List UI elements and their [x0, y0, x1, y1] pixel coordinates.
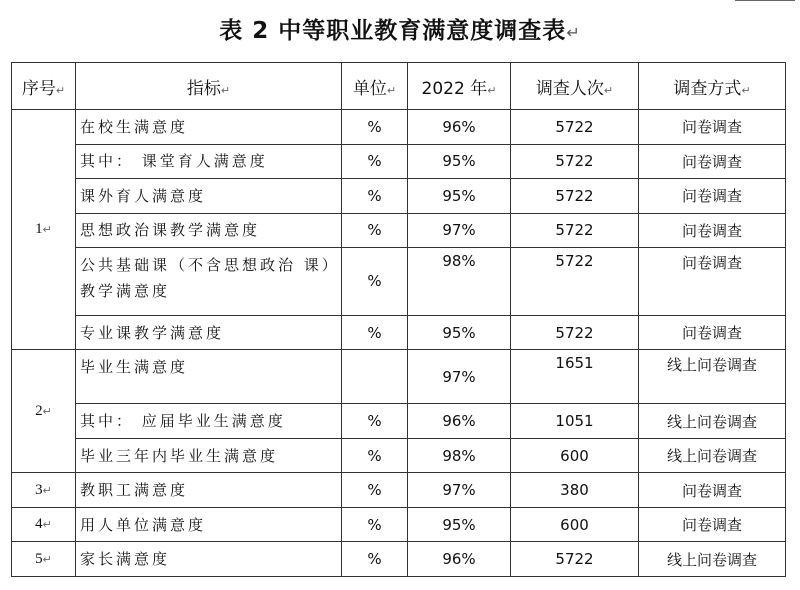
count-cell: 380: [511, 473, 639, 508]
indicator-cell: 毕业三年内毕业生满意度: [76, 438, 342, 473]
unit-cell: [342, 350, 408, 404]
method-cell: 线上问卷调查: [639, 438, 786, 473]
method-cell: 问卷调查: [639, 213, 786, 248]
method-cell: 线上问卷调查: [639, 542, 786, 577]
unit-cell: %: [342, 542, 408, 577]
header-year: 2022 年↵: [408, 63, 511, 110]
indicator-cell: 公共基础课（不含思想政治 课）教学满意度: [76, 248, 342, 316]
table-row: [12, 179, 786, 214]
header-method: 调查方式↵: [639, 63, 786, 110]
unit-cell: %: [342, 438, 408, 473]
indicator-cell: 思想政治课教学满意度: [76, 213, 342, 248]
indicator-cell: 教职工满意度: [76, 473, 342, 508]
count-cell: 5722: [511, 315, 639, 350]
count-cell: 5722: [511, 179, 639, 214]
unit-cell: %: [342, 248, 408, 316]
return-mark-icon: ↵: [566, 23, 581, 42]
count-cell: 1051: [511, 404, 639, 439]
count-cell: 1651: [511, 350, 639, 404]
rate-cell: 95%: [408, 315, 511, 350]
indicator-cell: 其中： 应届毕业生满意度: [76, 404, 342, 439]
unit-cell: %: [342, 473, 408, 508]
indicator-cell: 毕业生满意度: [76, 350, 342, 404]
method-cell: 问卷调查: [639, 507, 786, 542]
method-cell: 问卷调查: [639, 110, 786, 145]
rate-cell: 95%: [408, 507, 511, 542]
table-row: [12, 144, 786, 179]
table-row: [12, 473, 786, 508]
indicator-cell: 其中： 课堂育人满意度: [76, 144, 342, 179]
method-cell: 问卷调查: [639, 315, 786, 350]
rate-cell: 95%: [408, 179, 511, 214]
indicator-cell: 在校生满意度: [76, 110, 342, 145]
rate-cell: 97%: [408, 473, 511, 508]
indicator-cell: 专业课教学满意度: [76, 315, 342, 350]
indicator-cell: 课外育人满意度: [76, 179, 342, 214]
count-cell: 600: [511, 438, 639, 473]
unit-cell: %: [342, 507, 408, 542]
header-seq: 序号↵: [12, 63, 76, 110]
rate-cell: 96%: [408, 404, 511, 439]
count-cell: 5722: [511, 144, 639, 179]
header-unit: 单位↵: [342, 63, 408, 110]
seq-cell: 1↵: [12, 110, 76, 350]
table-title-text: 表 2 中等职业教育满意度调查表: [219, 18, 567, 44]
count-cell: 600: [511, 507, 639, 542]
table-row: [12, 542, 786, 577]
header-row: [12, 63, 786, 110]
count-cell: 5722: [511, 213, 639, 248]
method-cell: 问卷调查: [639, 179, 786, 214]
seq-cell: 2↵: [12, 350, 76, 473]
header-indicator: 指标↵: [76, 63, 342, 110]
table-row: [12, 213, 786, 248]
seq-cell: 4↵: [12, 507, 76, 542]
rate-cell: 95%: [408, 144, 511, 179]
table-row: [12, 507, 786, 542]
rate-cell: 96%: [408, 542, 511, 577]
method-cell: 问卷调查: [639, 473, 786, 508]
rate-cell: 96%: [408, 110, 511, 145]
count-cell: 5722: [511, 542, 639, 577]
method-cell: 问卷调查: [639, 248, 786, 316]
rate-cell: 97%: [408, 350, 511, 404]
method-cell: 线上问卷调查: [639, 404, 786, 439]
rate-cell: 98%: [408, 248, 511, 316]
indicator-cell: 用人单位满意度: [76, 507, 342, 542]
method-cell: 线上问卷调查: [639, 350, 786, 404]
unit-cell: %: [342, 179, 408, 214]
table-row: [12, 404, 786, 439]
unit-cell: %: [342, 315, 408, 350]
satisfaction-survey-table: [11, 62, 786, 577]
count-cell: 5722: [511, 110, 639, 145]
table-row: [12, 315, 786, 350]
rate-cell: 97%: [408, 213, 511, 248]
unit-cell: %: [342, 404, 408, 439]
corner-rule: [735, 0, 795, 1]
rate-cell: 98%: [408, 438, 511, 473]
unit-cell: %: [342, 110, 408, 145]
table-row: [12, 248, 786, 316]
table-row: [12, 110, 786, 145]
table-row: [12, 350, 786, 404]
unit-cell: %: [342, 213, 408, 248]
count-cell: 5722: [511, 248, 639, 316]
table-title: [0, 12, 800, 45]
header-count: 调查人次↵: [511, 63, 639, 110]
seq-cell: 3↵: [12, 473, 76, 508]
method-cell: 问卷调查: [639, 144, 786, 179]
indicator-cell: 家长满意度: [76, 542, 342, 577]
unit-cell: %: [342, 144, 408, 179]
seq-cell: 5↵: [12, 542, 76, 577]
table-row: [12, 438, 786, 473]
